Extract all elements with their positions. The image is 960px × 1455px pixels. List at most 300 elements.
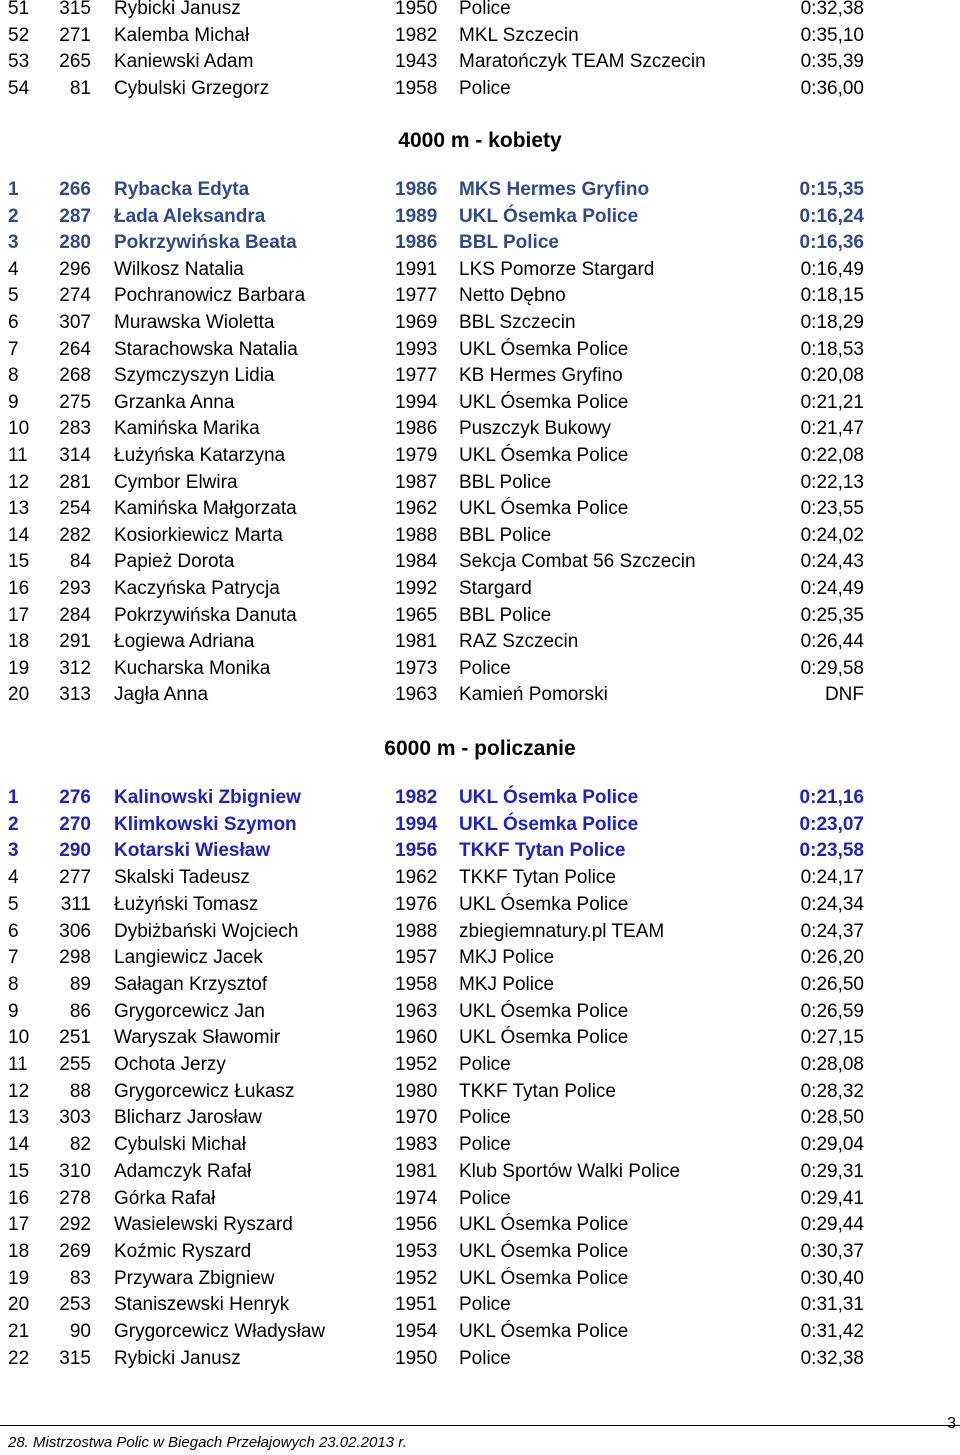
runner-name-cell: Staniszewski Henryk bbox=[114, 1294, 290, 1316]
table-row bbox=[0, 1079, 960, 1105]
place-cell: 10 bbox=[8, 418, 30, 440]
birth-year-cell: 1962 bbox=[395, 498, 438, 520]
club-cell: MKS Hermes Gryfino bbox=[459, 179, 650, 200]
place-cell: 17 bbox=[8, 604, 30, 626]
runner-name-cell: Łogiewa Adriana bbox=[114, 631, 255, 653]
place-cell: 14 bbox=[8, 524, 30, 546]
place-cell: 1 bbox=[8, 179, 19, 200]
table-row bbox=[0, 416, 960, 442]
place-cell: 2 bbox=[8, 813, 19, 835]
time-cell: 0:29,41 bbox=[800, 1187, 864, 1209]
place-cell: 11 bbox=[8, 1054, 28, 1075]
time-cell: 0:32,38 bbox=[800, 1347, 864, 1369]
club-cell: Klub Sportów Walki Police bbox=[459, 1160, 681, 1182]
bib-number-cell: 269 bbox=[59, 1240, 91, 1262]
footer-divider bbox=[0, 1425, 960, 1426]
club-cell: MKL Szczecin bbox=[459, 24, 579, 46]
bib-number-cell: 266 bbox=[59, 179, 91, 200]
runner-name-cell: Papież Dorota bbox=[114, 551, 235, 573]
place-cell: 13 bbox=[8, 498, 30, 520]
birth-year-cell: 1943 bbox=[395, 51, 438, 73]
bib-number-cell: 89 bbox=[69, 973, 91, 995]
time-cell: 0:35,39 bbox=[800, 51, 864, 73]
birth-year-cell: 1951 bbox=[395, 1294, 438, 1316]
club-cell: BBL Police bbox=[459, 604, 552, 626]
place-cell: 53 bbox=[8, 51, 30, 73]
club-cell: Police bbox=[459, 1107, 511, 1129]
table-row bbox=[0, 1159, 960, 1185]
birth-year-cell: 1958 bbox=[395, 77, 438, 99]
club-cell: UKL Ósemka Police bbox=[459, 1321, 629, 1342]
runner-name-cell: Szymczyszyn Lidia bbox=[114, 365, 275, 387]
club-cell: Puszczyk Bukowy bbox=[459, 418, 612, 440]
runner-name-cell: Kamińska Małgorzata bbox=[114, 498, 297, 520]
table-row bbox=[0, 1132, 960, 1158]
club-cell: UKL Ósemka Police bbox=[459, 498, 629, 520]
place-cell: 15 bbox=[8, 1160, 30, 1182]
place-cell: 2 bbox=[8, 205, 19, 227]
runner-name-cell: Kotarski Wiesław bbox=[114, 840, 271, 862]
club-cell: UKL Ósemka Police bbox=[459, 787, 639, 808]
runner-name-cell: Łużyński Tomasz bbox=[114, 893, 259, 915]
time-cell: 0:18,15 bbox=[800, 285, 864, 307]
runner-name-cell: Murawska Wioletta bbox=[114, 312, 275, 333]
runner-name-cell: Cybulski Michał bbox=[114, 1134, 246, 1156]
bib-number-cell: 254 bbox=[59, 498, 91, 520]
table-row bbox=[0, 257, 960, 283]
time-cell: 0:29,58 bbox=[800, 657, 864, 679]
time-cell: 0:21,47 bbox=[800, 418, 864, 440]
place-cell: 18 bbox=[8, 631, 30, 653]
table-row bbox=[0, 23, 960, 49]
runner-name-cell: Kamińska Marika bbox=[114, 418, 260, 440]
club-cell: UKL Ósemka Police bbox=[459, 813, 639, 835]
birth-year-cell: 1987 bbox=[395, 471, 438, 493]
birth-year-cell: 1956 bbox=[395, 840, 438, 862]
place-cell: 5 bbox=[8, 285, 19, 307]
club-cell: Police bbox=[459, 1054, 511, 1075]
birth-year-cell: 1991 bbox=[395, 258, 438, 280]
place-cell: 8 bbox=[8, 973, 19, 995]
birth-year-cell: 1993 bbox=[395, 338, 438, 360]
place-cell: 3 bbox=[8, 840, 19, 862]
time-cell: 0:28,32 bbox=[800, 1080, 864, 1102]
birth-year-cell: 1979 bbox=[395, 445, 438, 466]
club-cell: TKKF Tytan Police bbox=[459, 867, 616, 889]
birth-year-cell: 1963 bbox=[395, 1000, 438, 1022]
bib-number-cell: 275 bbox=[59, 391, 91, 413]
place-cell: 18 bbox=[8, 1240, 30, 1262]
runner-name-cell: Górka Rafał bbox=[114, 1187, 216, 1209]
table-row bbox=[0, 919, 960, 945]
time-cell: 0:24,49 bbox=[800, 578, 864, 599]
runner-name-cell: Rybacka Edyta bbox=[114, 179, 250, 200]
time-cell: 0:21,21 bbox=[800, 391, 864, 413]
time-cell: 0:22,13 bbox=[800, 471, 864, 493]
time-cell: 0:27,15 bbox=[800, 1027, 864, 1049]
table-row bbox=[0, 1346, 960, 1372]
place-cell: 20 bbox=[8, 1294, 30, 1316]
bib-number-cell: 274 bbox=[59, 285, 91, 307]
time-cell: 0:15,35 bbox=[799, 179, 864, 200]
place-cell: 19 bbox=[8, 1267, 30, 1289]
place-cell: 14 bbox=[8, 1134, 30, 1156]
time-cell: 0:26,59 bbox=[800, 1000, 864, 1022]
birth-year-cell: 1965 bbox=[395, 604, 438, 626]
bib-number-cell: 278 bbox=[59, 1187, 91, 1209]
club-cell: UKL Ósemka Police bbox=[459, 1267, 629, 1289]
birth-year-cell: 1957 bbox=[395, 947, 438, 969]
club-cell: Police bbox=[459, 1187, 511, 1209]
birth-year-cell: 1980 bbox=[395, 1080, 438, 1102]
birth-year-cell: 1956 bbox=[395, 1214, 438, 1236]
bib-number-cell: 290 bbox=[59, 840, 91, 862]
birth-year-cell: 1994 bbox=[395, 813, 438, 835]
runner-name-cell: Starachowska Natalia bbox=[114, 338, 298, 360]
bib-number-cell: 312 bbox=[59, 657, 91, 679]
runner-name-cell: Kalemba Michał bbox=[114, 24, 250, 46]
bib-number-cell: 251 bbox=[59, 1027, 91, 1049]
table-row bbox=[0, 1105, 960, 1131]
runner-name-cell: Pokrzywińska Beata bbox=[114, 232, 297, 254]
time-cell: 0:36,00 bbox=[800, 77, 864, 99]
table-row bbox=[0, 549, 960, 575]
runner-name-cell: Adamczyk Rafał bbox=[114, 1160, 252, 1182]
birth-year-cell: 1962 bbox=[395, 867, 438, 889]
time-cell: 0:23,58 bbox=[799, 840, 864, 862]
birth-year-cell: 1989 bbox=[395, 205, 438, 227]
runner-name-cell: Dybiżbański Wojciech bbox=[114, 920, 299, 942]
birth-year-cell: 1950 bbox=[395, 1347, 438, 1369]
birth-year-cell: 1986 bbox=[395, 179, 438, 200]
runner-name-cell: Wasielewski Ryszard bbox=[114, 1214, 293, 1236]
time-cell: 0:18,53 bbox=[800, 338, 864, 360]
club-cell: MKJ Police bbox=[459, 973, 555, 995]
club-cell: UKL Ósemka Police bbox=[459, 338, 629, 360]
runner-name-cell: Waryszak Sławomir bbox=[114, 1027, 281, 1049]
table-row bbox=[0, 865, 960, 891]
club-cell: BBL Police bbox=[459, 471, 552, 493]
table-row bbox=[0, 390, 960, 416]
runner-name-cell: Grygorcewicz Jan bbox=[114, 1000, 265, 1022]
table-row bbox=[0, 76, 960, 102]
time-cell: 0:16,24 bbox=[799, 205, 864, 227]
runner-name-cell: Kaczyńska Patrycja bbox=[114, 578, 280, 599]
table-row bbox=[0, 230, 960, 256]
club-cell: Police bbox=[459, 1347, 511, 1369]
club-cell: MKJ Police bbox=[459, 947, 555, 969]
birth-year-cell: 1994 bbox=[395, 391, 438, 413]
birth-year-cell: 1988 bbox=[395, 524, 438, 546]
runner-name-cell: Koźmic Ryszard bbox=[114, 1240, 252, 1262]
birth-year-cell: 1953 bbox=[395, 1240, 438, 1262]
club-cell: UKL Ósemka Police bbox=[459, 1027, 629, 1049]
club-cell: Netto Dębno bbox=[459, 285, 566, 307]
table-row bbox=[0, 337, 960, 363]
time-cell: 0:24,02 bbox=[800, 524, 864, 546]
table-row bbox=[0, 1292, 960, 1318]
bib-number-cell: 303 bbox=[59, 1107, 91, 1129]
place-cell: 9 bbox=[8, 1000, 19, 1022]
birth-year-cell: 1952 bbox=[395, 1054, 438, 1075]
club-cell: BBL Police bbox=[459, 232, 559, 254]
time-cell: 0:24,34 bbox=[800, 893, 864, 915]
bib-number-cell: 282 bbox=[59, 524, 91, 546]
place-cell: 7 bbox=[8, 947, 19, 969]
birth-year-cell: 1977 bbox=[395, 365, 438, 387]
club-cell: UKL Ósemka Police bbox=[459, 445, 629, 466]
birth-year-cell: 1974 bbox=[395, 1187, 438, 1209]
bib-number-cell: 83 bbox=[69, 1267, 91, 1289]
place-cell: 4 bbox=[8, 867, 19, 889]
birth-year-cell: 1992 bbox=[395, 578, 438, 599]
footer-event-title: 28. Mistrzostwa Polic w Biegach Przełajowych 23.02.2013 r. bbox=[8, 1434, 407, 1451]
place-cell: 52 bbox=[8, 24, 30, 46]
birth-year-cell: 1970 bbox=[395, 1107, 438, 1129]
time-cell: 0:24,43 bbox=[800, 551, 864, 573]
table-row bbox=[0, 363, 960, 389]
place-cell: 16 bbox=[8, 1187, 30, 1209]
bib-number-cell: 280 bbox=[59, 232, 91, 254]
bib-number-cell: 313 bbox=[59, 684, 91, 706]
club-cell: Police bbox=[459, 657, 511, 679]
place-cell: 6 bbox=[8, 312, 19, 333]
birth-year-cell: 1952 bbox=[395, 1267, 438, 1289]
bib-number-cell: 270 bbox=[59, 813, 91, 835]
table-row bbox=[0, 972, 960, 998]
bib-number-cell: 255 bbox=[59, 1054, 91, 1075]
time-cell: DNF bbox=[824, 684, 864, 706]
birth-year-cell: 1984 bbox=[395, 551, 438, 573]
table-row bbox=[0, 1025, 960, 1051]
birth-year-cell: 1950 bbox=[395, 0, 438, 19]
runner-name-cell: Jagła Anna bbox=[114, 684, 209, 706]
place-cell: 11 bbox=[8, 445, 28, 466]
place-cell: 54 bbox=[8, 77, 30, 99]
place-cell: 15 bbox=[8, 551, 30, 573]
birth-year-cell: 1988 bbox=[395, 920, 438, 942]
runner-name-cell: Pochranowicz Barbara bbox=[114, 285, 306, 307]
time-cell: 0:28,08 bbox=[800, 1054, 864, 1075]
bib-number-cell: 314 bbox=[59, 445, 91, 466]
club-cell: TKKF Tytan Police bbox=[459, 840, 626, 862]
club-cell: RAZ Szczecin bbox=[459, 631, 579, 653]
bib-number-cell: 268 bbox=[59, 365, 91, 387]
time-cell: 0:25,35 bbox=[800, 604, 864, 626]
runner-name-cell: Ochota Jerzy bbox=[114, 1054, 226, 1075]
birth-year-cell: 1981 bbox=[395, 1160, 438, 1182]
place-cell: 8 bbox=[8, 365, 19, 387]
birth-year-cell: 1969 bbox=[395, 312, 438, 333]
table-row bbox=[0, 629, 960, 655]
time-cell: 0:30,37 bbox=[800, 1240, 864, 1262]
bib-number-cell: 88 bbox=[69, 1080, 91, 1102]
place-cell: 10 bbox=[8, 1027, 30, 1049]
bib-number-cell: 276 bbox=[59, 787, 91, 808]
bib-number-cell: 296 bbox=[59, 258, 91, 280]
club-cell: TKKF Tytan Police bbox=[459, 1080, 616, 1102]
club-cell: Sekcja Combat 56 Szczecin bbox=[459, 551, 696, 573]
table-row bbox=[0, 892, 960, 918]
club-cell: LKS Pomorze Stargard bbox=[459, 258, 655, 280]
club-cell: UKL Ósemka Police bbox=[459, 205, 639, 227]
club-cell: Police bbox=[459, 1294, 511, 1316]
table-row bbox=[0, 785, 960, 811]
runner-name-cell: Wilkosz Natalia bbox=[114, 258, 244, 280]
runner-name-cell: Cybulski Grzegorz bbox=[114, 77, 270, 99]
club-cell: Police bbox=[459, 77, 511, 99]
time-cell: 0:23,07 bbox=[799, 813, 864, 835]
club-cell: Kamień Pomorski bbox=[459, 684, 608, 706]
birth-year-cell: 1977 bbox=[395, 285, 438, 307]
table-row bbox=[0, 682, 960, 708]
table-row bbox=[0, 656, 960, 682]
place-cell: 12 bbox=[8, 471, 30, 493]
runner-name-cell: Kalinowski Zbigniew bbox=[114, 787, 301, 808]
bib-number-cell: 293 bbox=[59, 578, 91, 599]
time-cell: 0:21,16 bbox=[799, 787, 864, 808]
club-cell: UKL Ósemka Police bbox=[459, 893, 629, 915]
runner-name-cell: Klimkowski Szymon bbox=[114, 813, 297, 835]
runner-name-cell: Rybicki Janusz bbox=[114, 1347, 241, 1369]
club-cell: BBL Police bbox=[459, 524, 552, 546]
birth-year-cell: 1960 bbox=[395, 1027, 438, 1049]
table-row bbox=[0, 496, 960, 522]
runner-name-cell: Kaniewski Adam bbox=[114, 51, 254, 73]
bib-number-cell: 315 bbox=[59, 1347, 91, 1369]
place-cell: 3 bbox=[8, 232, 19, 254]
place-cell: 7 bbox=[8, 338, 19, 360]
birth-year-cell: 1986 bbox=[395, 232, 438, 254]
runner-name-cell: Grygorcewicz Łukasz bbox=[114, 1080, 295, 1102]
table-row bbox=[0, 1319, 960, 1345]
time-cell: 0:31,42 bbox=[800, 1321, 864, 1342]
table-row bbox=[0, 1266, 960, 1292]
place-cell: 1 bbox=[8, 787, 19, 808]
time-cell: 0:29,31 bbox=[800, 1160, 864, 1182]
table-row bbox=[0, 310, 960, 336]
bib-number-cell: 307 bbox=[59, 312, 91, 333]
club-cell: zbiegiemnatury.pl TEAM bbox=[459, 920, 665, 942]
birth-year-cell: 1986 bbox=[395, 418, 438, 440]
bib-number-cell: 264 bbox=[59, 338, 91, 360]
bib-number-cell: 306 bbox=[59, 920, 91, 942]
club-cell: KB Hermes Gryfino bbox=[459, 365, 623, 387]
place-cell: 13 bbox=[8, 1107, 30, 1129]
table-row bbox=[0, 1239, 960, 1265]
club-cell: UKL Ósemka Police bbox=[459, 1000, 629, 1022]
time-cell: 0:29,04 bbox=[800, 1134, 864, 1156]
place-cell: 17 bbox=[8, 1214, 30, 1236]
section-title-women: 4000 m - kobiety bbox=[398, 129, 562, 152]
time-cell: 0:35,10 bbox=[800, 24, 864, 46]
place-cell: 5 bbox=[8, 893, 19, 915]
table-row bbox=[0, 0, 960, 22]
runner-name-cell: Łużyńska Katarzyna bbox=[114, 445, 286, 466]
bib-number-cell: 287 bbox=[59, 205, 91, 227]
page-number: 3 bbox=[947, 1415, 956, 1432]
time-cell: 0:24,17 bbox=[800, 867, 864, 889]
time-cell: 0:26,44 bbox=[800, 631, 864, 653]
club-cell: Police bbox=[459, 1134, 511, 1156]
table-row bbox=[0, 603, 960, 629]
table-row bbox=[0, 49, 960, 75]
club-cell: Police bbox=[459, 0, 511, 19]
club-cell: UKL Ósemka Police bbox=[459, 1240, 629, 1262]
time-cell: 0:32,38 bbox=[800, 0, 864, 19]
runner-name-cell: Cymbor Elwira bbox=[114, 471, 238, 493]
bib-number-cell: 265 bbox=[59, 51, 91, 73]
place-cell: 16 bbox=[8, 578, 30, 599]
runner-name-cell: Sałagan Krzysztof bbox=[114, 973, 268, 995]
bib-number-cell: 315 bbox=[59, 0, 91, 19]
runner-name-cell: Rybicki Janusz bbox=[114, 0, 241, 19]
bib-number-cell: 298 bbox=[59, 947, 91, 969]
time-cell: 0:20,08 bbox=[800, 365, 864, 387]
bib-number-cell: 284 bbox=[59, 604, 91, 626]
bib-number-cell: 271 bbox=[59, 24, 91, 46]
place-cell: 4 bbox=[8, 258, 19, 280]
club-cell: BBL Szczecin bbox=[459, 312, 576, 333]
birth-year-cell: 1983 bbox=[395, 1134, 438, 1156]
table-row bbox=[0, 576, 960, 602]
place-cell: 19 bbox=[8, 657, 30, 679]
bib-number-cell: 82 bbox=[69, 1134, 91, 1156]
birth-year-cell: 1976 bbox=[395, 893, 438, 915]
bib-number-cell: 281 bbox=[59, 471, 91, 493]
section-title-men: 6000 m - policzanie bbox=[384, 737, 576, 760]
table-row bbox=[0, 1052, 960, 1078]
time-cell: 0:26,20 bbox=[800, 947, 864, 969]
birth-year-cell: 1982 bbox=[395, 24, 438, 46]
birth-year-cell: 1981 bbox=[395, 631, 438, 653]
table-row bbox=[0, 204, 960, 230]
place-cell: 6 bbox=[8, 920, 19, 942]
bib-number-cell: 84 bbox=[69, 551, 91, 573]
runner-name-cell: Łada Aleksandra bbox=[114, 205, 266, 227]
time-cell: 0:31,31 bbox=[800, 1294, 864, 1316]
club-cell: Stargard bbox=[459, 578, 532, 599]
time-cell: 0:23,55 bbox=[800, 498, 864, 520]
table-row bbox=[0, 1212, 960, 1238]
time-cell: 0:22,08 bbox=[800, 445, 864, 466]
place-cell: 20 bbox=[8, 684, 30, 706]
table-row bbox=[0, 1186, 960, 1212]
place-cell: 22 bbox=[8, 1347, 30, 1369]
bib-number-cell: 310 bbox=[59, 1160, 91, 1182]
birth-year-cell: 1973 bbox=[395, 657, 438, 679]
bib-number-cell: 90 bbox=[69, 1321, 91, 1342]
bib-number-cell: 277 bbox=[59, 867, 91, 889]
table-row bbox=[0, 838, 960, 864]
table-row bbox=[0, 523, 960, 549]
bib-number-cell: 253 bbox=[59, 1294, 91, 1316]
place-cell: 21 bbox=[8, 1321, 30, 1342]
runner-name-cell: Skalski Tadeusz bbox=[114, 867, 250, 889]
table-row bbox=[0, 812, 960, 838]
time-cell: 0:28,50 bbox=[800, 1107, 864, 1129]
runner-name-cell: Pokrzywińska Danuta bbox=[114, 604, 297, 626]
club-cell: UKL Ósemka Police bbox=[459, 1214, 629, 1236]
club-cell: Maratończyk TEAM Szczecin bbox=[459, 51, 706, 73]
time-cell: 0:30,40 bbox=[800, 1267, 864, 1289]
birth-year-cell: 1963 bbox=[395, 684, 438, 706]
birth-year-cell: 1954 bbox=[395, 1321, 438, 1342]
bib-number-cell: 311 bbox=[60, 893, 91, 915]
club-cell: UKL Ósemka Police bbox=[459, 391, 629, 413]
bib-number-cell: 292 bbox=[59, 1214, 91, 1236]
runner-name-cell: Kosiorkiewicz Marta bbox=[114, 524, 283, 546]
